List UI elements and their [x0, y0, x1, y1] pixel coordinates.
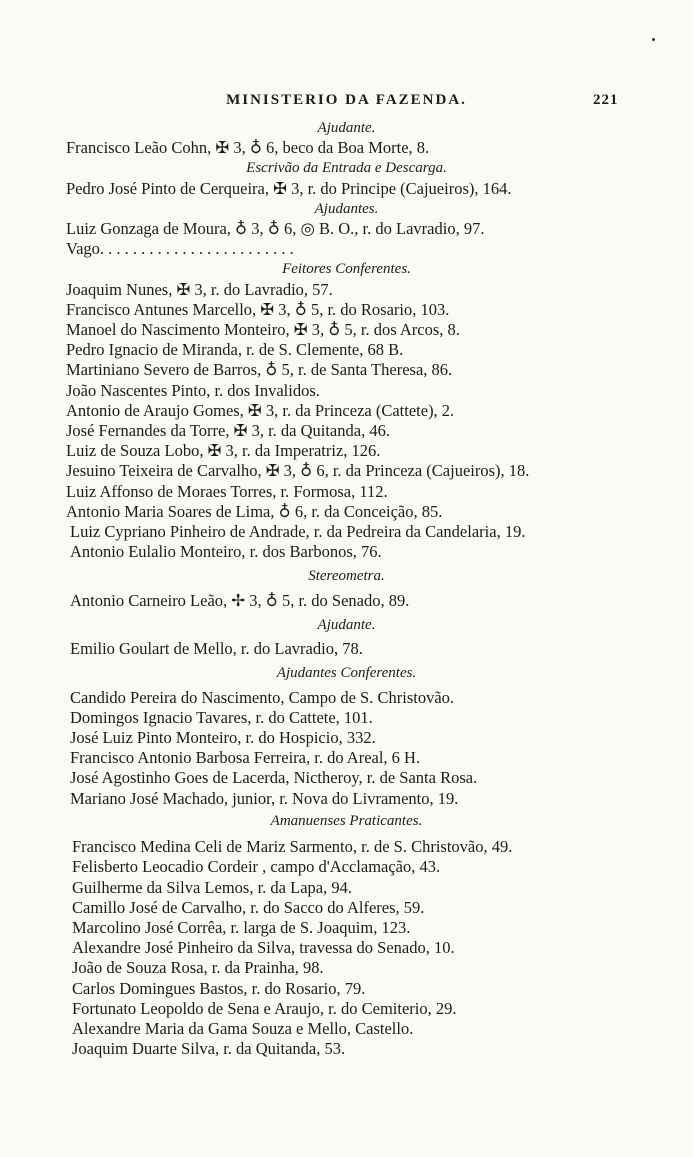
directory-entry: Antonio Carneiro Leão, ✢ 3, ♁ 5, r. do Senado, 89. — [70, 590, 410, 610]
directory-entry: Jesuino Teixeira de Carvalho, ✠ 3, ♁ 6, r. da Princeza (Cajueiros), 18. — [66, 461, 530, 481]
directory-entry: Luiz Gonzaga de Moura, ♁ 3, ♁ 6, ◎ B. O., r. do Lavradio, 97. — [66, 219, 485, 238]
section-heading: Feitores Conferentes. — [282, 261, 411, 278]
section-heading: Ajudantes Conferentes. — [276, 665, 417, 682]
directory-entry: Candido Pereira do Nascimento, Campo de S. Christovão. — [70, 687, 455, 707]
directory-entry: Fortunato Leopoldo de Sena e Araujo, r. do Cemiterio, 29. — [72, 998, 457, 1018]
section-heading: Amanuenses Praticantes. — [270, 812, 423, 829]
directory-entry: Felisberto Leocadio Cordeir , campo d'Acclamação, 43. — [72, 857, 441, 877]
section-heading: Escrivão da Entrada e Descarga. — [246, 160, 447, 177]
directory-entry: Emilio Goulart de Mello, r. do Lavradio, 78. — [70, 639, 363, 659]
directory-entry: José Luiz Pinto Monteiro, r. do Hospicio, 332. — [70, 728, 376, 748]
directory-entry: Antonio Eulalio Monteiro, r. dos Barbonos, 76. — [70, 542, 382, 562]
directory-entry: Vago. . . . . . . . . . . . . . . . . . . . . . . . — [66, 239, 294, 259]
directory-entry: João de Souza Rosa, r. da Prainha, 98. — [72, 958, 324, 978]
directory-entry: Joaquim Nunes, ✠ 3, r. do Lavradio, 57. — [66, 279, 333, 299]
directory-entry: Alexandre Maria da Gama Souza e Mello, Castello. — [72, 1018, 414, 1038]
section-heading: Ajudante. — [317, 120, 376, 136]
directory-entry: Antonio de Araujo Gomes, ✠ 3, r. da Princeza (Cattete), 2. — [66, 400, 455, 420]
directory-entry: Luiz Affonso de Moraes Torres, r. Formosa, 112. — [66, 481, 388, 501]
directory-entry: José Fernandes da Torre, ✠ 3, r. da Quitanda, 46. — [66, 421, 390, 440]
directory-entry: Manoel do Nascimento Monteiro, ✠ 3, ♁ 5, r. dos Arcos, 8. — [66, 320, 460, 339]
ink-speck — [652, 38, 655, 41]
directory-entry: Marcolino José Corrêa, r. larga de S. Joaquim, 123. — [72, 917, 411, 937]
directory-entry: Pedro Ignacio de Miranda, r. de S. Clemente, 68 B. — [66, 340, 404, 360]
directory-entry: Camillo José de Carvalho, r. do Sacco do Alferes, 59. — [72, 897, 425, 917]
directory-entry: Guilherme da Silva Lemos, r. da Lapa, 94. — [72, 877, 352, 897]
directory-entry: Pedro José Pinto de Cerqueira, ✠ 3, r. do Principe (Cajueiros), 164. — [66, 178, 512, 198]
directory-entry: Francisco Medina Celi de Mariz Sarmento, r. de S. Christovão, 49. — [72, 837, 513, 857]
directory-entry: Alexandre José Pinheiro da Silva, travessa do Senado, 10. — [72, 938, 455, 958]
section-heading: Stereometra. — [308, 568, 385, 585]
directory-entry: Luiz Cypriano Pinheiro de Andrade, r. da Pedreira da Candelaria, 19. — [70, 522, 526, 541]
directory-entry: Carlos Domingues Bastos, r. do Rosario, 79. — [72, 978, 366, 998]
directory-entry: Joaquim Duarte Silva, r. da Quitanda, 53. — [72, 1039, 346, 1059]
directory-entry: Francisco Antonio Barbosa Ferreira, r. do Areal, 6 H. — [70, 748, 421, 768]
section-heading: Ajudantes. — [314, 200, 379, 217]
directory-entry: Luiz de Souza Lobo, ✠ 3, r. da Imperatriz, 126. — [66, 441, 381, 461]
directory-entry: José Agostinho Goes de Lacerda, Nictheroy, r. de Santa Rosa. — [70, 768, 478, 788]
page-header — [0, 92, 693, 114]
section-heading: Ajudante. — [317, 616, 376, 633]
directory-entry: Francisco Antunes Marcello, ✠ 3, ♁ 5, r. do Rosario, 103. — [66, 299, 450, 319]
running-title: MINISTERIO DA FAZENDA. — [226, 92, 467, 108]
directory-entry: Francisco Leão Cohn, ✠ 3, ♁ 6, beco da Boa Morte, 8. — [66, 138, 430, 158]
page-number: 221 — [593, 92, 619, 108]
directory-entry: Antonio Maria Soares de Lima, ♁ 6, r. da Conceição, 85. — [66, 501, 443, 521]
directory-entry: João Nascentes Pinto, r. dos Invalidos. — [66, 380, 320, 400]
directory-entry: Martiniano Severo de Barros, ♁ 5, r. de Santa Theresa, 86. — [66, 360, 453, 380]
directory-entry: Mariano José Machado, junior, r. Nova do Livramento, 19. — [70, 788, 459, 808]
directory-entry: Domingos Ignacio Tavares, r. do Cattete, 101. — [70, 707, 373, 727]
